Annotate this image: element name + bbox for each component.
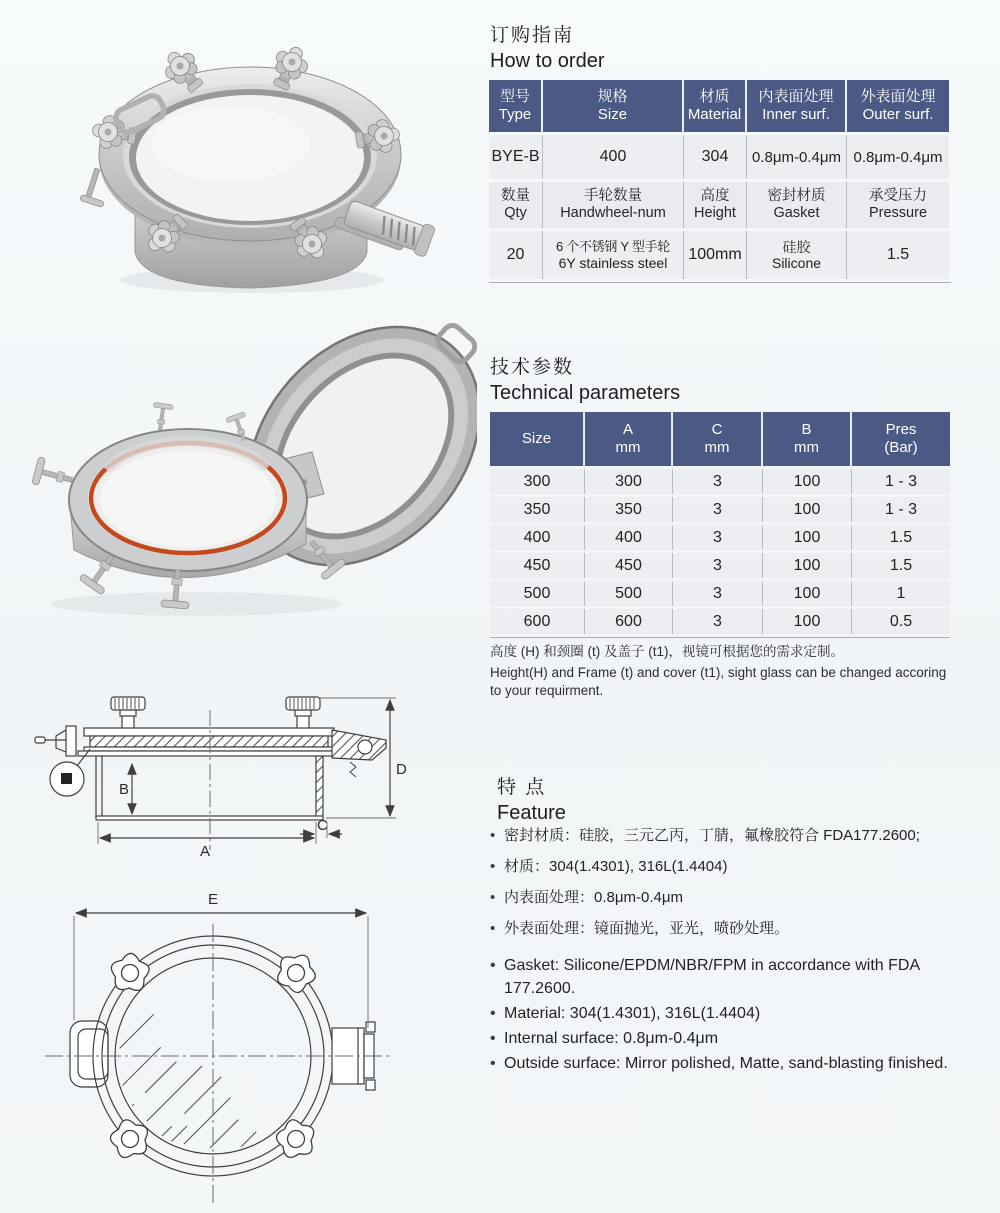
cell: 3 xyxy=(673,497,763,522)
feature-bullet: • Gasket: Silicone/EPDM/NBR/FPM in accordance with FDA 177.2600. xyxy=(488,954,956,1000)
tech-col-c: C mm xyxy=(673,412,763,466)
order-table-row-values2 xyxy=(489,231,951,279)
cell: 400 xyxy=(490,525,585,550)
cell: 450 xyxy=(490,553,585,578)
order-table-subheader xyxy=(489,182,951,228)
tech-row-500 xyxy=(490,581,950,606)
cell: 600 xyxy=(585,609,673,634)
cell: 450 xyxy=(585,553,673,578)
tech-table-header xyxy=(490,412,950,466)
cell: 100 xyxy=(763,581,852,606)
product-photo-open-manway xyxy=(12,308,477,642)
seal-detail-square xyxy=(61,773,72,784)
feature-title-en: Feature xyxy=(497,802,566,824)
drawing-star-knob xyxy=(109,950,154,996)
tech-note xyxy=(490,640,960,700)
tech-row-300 xyxy=(490,469,950,494)
tech-section-title xyxy=(490,352,680,405)
order-section-title xyxy=(490,20,605,73)
cell: 100 xyxy=(763,497,852,522)
cell-qty-value: 20 xyxy=(489,231,543,279)
order-col-handwheel-num: 手轮数量 Handwheel-num xyxy=(543,182,684,228)
cell: 600 xyxy=(490,609,585,634)
cell-material-value: 304 xyxy=(684,135,747,179)
order-col-material: 材质 Material xyxy=(684,80,747,132)
cell-inner-surf-value: 0.8μm-0.4μm xyxy=(747,135,847,179)
order-col-inner-surf: 内表面处理 Inner surf. xyxy=(747,80,847,132)
photo-shadow xyxy=(52,592,342,616)
cell-pressure-value: 1.5 xyxy=(847,231,949,279)
cell: 100 xyxy=(763,469,852,494)
cell: 350 xyxy=(490,497,585,522)
cell: 500 xyxy=(490,581,585,606)
cell: 400 xyxy=(585,525,673,550)
feature-bullets-cn xyxy=(488,826,968,950)
t-bolt xyxy=(80,168,105,207)
feature-section-title xyxy=(497,772,566,825)
cell: 100 xyxy=(763,609,852,634)
cell: 3 xyxy=(673,609,763,634)
dim-label-c: C xyxy=(317,817,328,834)
order-table-row-values xyxy=(489,135,951,179)
tech-title-en: Technical parameters xyxy=(490,382,681,404)
order-col-pressure: 承受压力 Pressure xyxy=(847,182,949,228)
tech-table xyxy=(490,412,950,638)
drawing-handwheel xyxy=(111,697,145,732)
feature-bullet: • Outside surface: Mirror polished, Matte, sand-blasting finished. xyxy=(488,1052,956,1075)
order-col-gasket: 密封材质 Gasket xyxy=(747,182,847,228)
feature-bullet: • 材质：304(1.4301), 316L(1.4404) xyxy=(488,857,968,877)
cell: 1 xyxy=(852,581,950,606)
tech-row-450 xyxy=(490,553,950,578)
feature-bullet: • Material: 304(1.4301), 316L(1.4404) xyxy=(488,1002,956,1025)
tech-col-b: B mm xyxy=(763,412,852,466)
tech-col-a: A mm xyxy=(585,412,673,466)
top-view-drawing xyxy=(20,888,460,1213)
cell: 1 - 3 xyxy=(852,469,950,494)
feature-bullet: • 内表面处理：0.8μm-0.4μm xyxy=(488,888,968,908)
product-photo-closed-manway xyxy=(30,16,450,300)
tech-note-cn: 高度 (H) 和颈圈 (t) 及盖子 (t1)，视镜可根据您的需求定制。 xyxy=(490,644,844,659)
order-col-qty: 数量 Qty xyxy=(489,182,543,228)
cell-size-value: 400 xyxy=(543,135,684,179)
side-view-drawing xyxy=(20,682,460,882)
tech-row-350 xyxy=(490,497,950,522)
cell: 300 xyxy=(490,469,585,494)
open-body-ring xyxy=(69,429,307,578)
cell-gasket-value: 硅胶 Silicone xyxy=(747,231,847,279)
cell: 1.5 xyxy=(852,553,950,578)
dim-label-b: B xyxy=(119,781,130,798)
cell: 1.5 xyxy=(852,525,950,550)
tech-col-size: Size xyxy=(490,412,585,466)
order-table-header xyxy=(489,80,951,132)
feature-bullets-en xyxy=(488,954,956,1077)
cell: 100 xyxy=(763,525,852,550)
feature-bullet: • 外表面处理：镜面抛光，亚光，喷砂处理。 xyxy=(488,919,968,939)
cell-height-value: 100mm xyxy=(684,231,747,279)
cell-outer-surf-value: 0.8μm-0.4μm xyxy=(847,135,949,179)
cell-handwheel-value: 6 个不锈钢 Y 型手轮 6Y stainless steel xyxy=(543,231,684,279)
cell: 350 xyxy=(585,497,673,522)
order-col-height: 高度 Height xyxy=(684,182,747,228)
glass-section-hatch xyxy=(90,736,328,747)
cell: 300 xyxy=(585,469,673,494)
tech-row-400 xyxy=(490,525,950,550)
cell: 0.5 xyxy=(852,609,950,634)
cell-type-value: BYE-B xyxy=(489,135,543,179)
cell: 3 xyxy=(673,581,763,606)
tech-row-600 xyxy=(490,609,950,634)
order-col-outer-surf: 外表面处理 Outer surf. xyxy=(847,80,949,132)
order-col-size: 规格 Size xyxy=(543,80,684,132)
order-title-cn: 订购指南 xyxy=(490,25,575,46)
cell: 500 xyxy=(585,581,673,606)
feature-title-cn: 特 点 xyxy=(497,777,547,798)
cell: 100 xyxy=(763,553,852,578)
feature-bullet: • 密封材质：硅胶，三元乙丙，丁腈，氟橡胶符合 FDA177.2600; xyxy=(488,826,968,846)
cell: 3 xyxy=(673,469,763,494)
dim-label-a: A xyxy=(200,843,211,860)
cell: 3 xyxy=(673,525,763,550)
tech-col-pres: Pres (Bar) xyxy=(852,412,950,466)
tech-title-cn: 技术参数 xyxy=(490,357,575,378)
feature-bullet: • Internal surface: 0.8μm-0.4μm xyxy=(488,1027,956,1050)
dim-label-e: E xyxy=(208,891,219,908)
order-title-en: How to order xyxy=(490,50,605,72)
cell: 1 - 3 xyxy=(852,497,950,522)
glass-hatch xyxy=(80,888,455,1213)
drawing-handwheel xyxy=(286,697,320,732)
tech-note-en: Height(H) and Frame (t) and cover (t1), sight glass can be changed accoring to your requirment. xyxy=(490,665,947,698)
dim-label-d: D xyxy=(396,761,407,778)
cell: 3 xyxy=(673,553,763,578)
order-table xyxy=(489,80,951,283)
order-col-type: 型号 Type xyxy=(489,80,543,132)
